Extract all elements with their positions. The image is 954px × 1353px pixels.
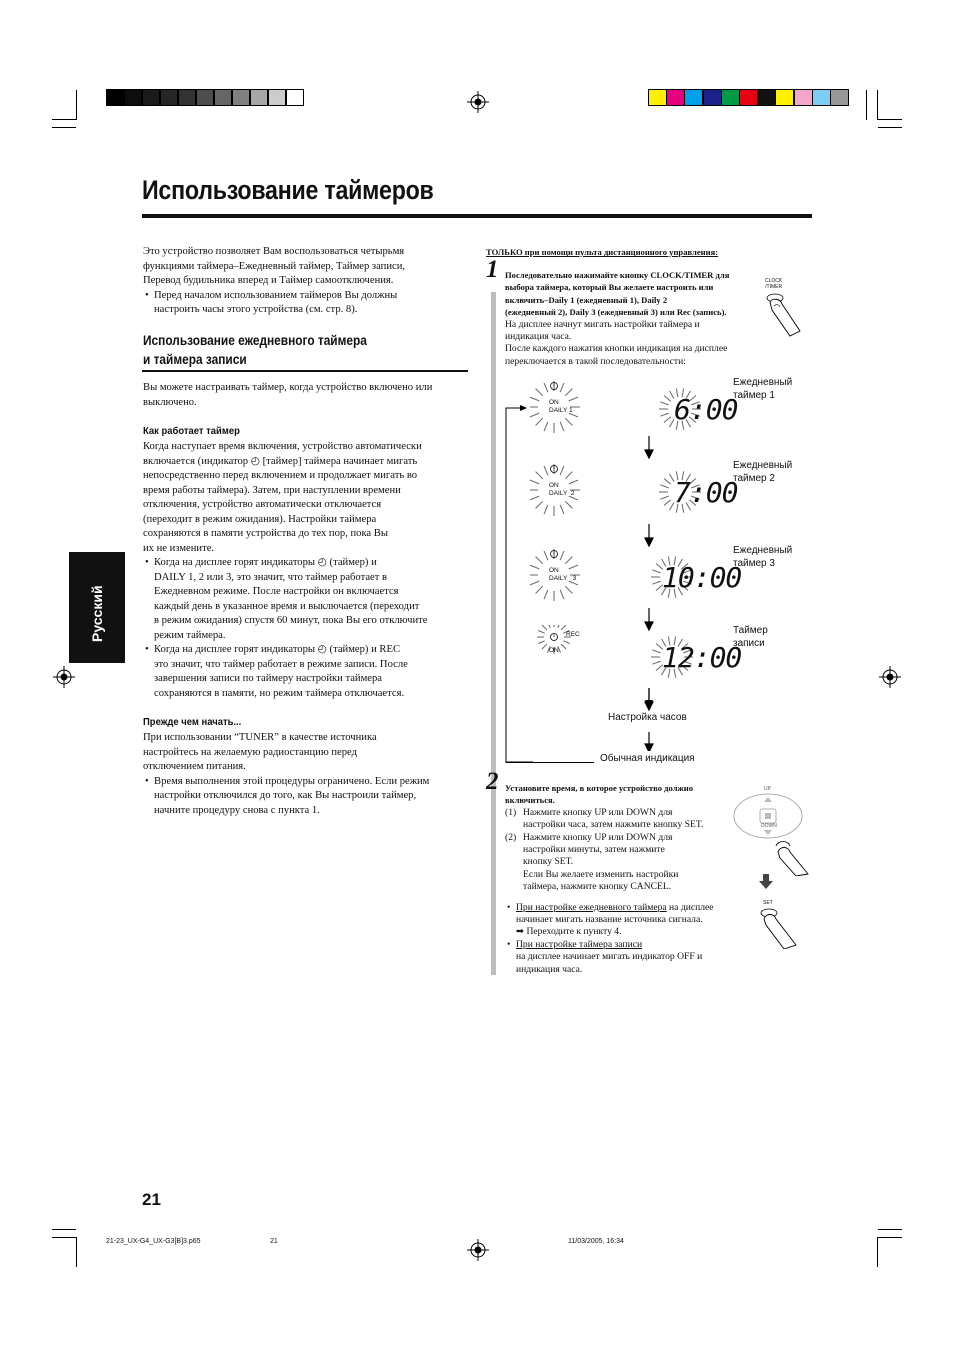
language-tab-label: Русский — [89, 585, 105, 642]
lcd-time: 7:00 — [674, 476, 738, 509]
arrow-before-clock — [642, 688, 656, 710]
step-2-item-1: (1) Нажмите кнопку UP или DOWN для настройки часа, затем нажмите кнопку SET. — [505, 806, 704, 831]
indicator-label: REC — [566, 631, 580, 638]
finger-press-icon — [760, 276, 808, 338]
timer-name-label: Ежедневный таймер 1 — [733, 377, 793, 401]
footer-page: 21 — [270, 1238, 278, 1245]
before-start-text: При использовании “TUNER” в качестве источника настройтесь на желаемую радиостанцию перед отключением питания. • Время выполнения этой процедуры ограничено. Если режим настройки отключился до того, как Вы настроили таймер, начните процедуру снова с пункта 1. — [143, 731, 473, 818]
registration-mark-top — [467, 91, 489, 113]
intro-bullet: • Перед началом использованием таймеров Вы должны настроить часы этого устройства (см. стр. 8). — [143, 289, 473, 318]
color-swatch — [757, 89, 776, 106]
remote-up-down-illustration: UP DOWN — [728, 784, 812, 876]
timer-indicator — [530, 545, 586, 605]
intro-line: функциями таймера–Ежедневный таймер, Таймер записи, — [143, 260, 406, 272]
indicator-label: DAILY 3 — [549, 575, 577, 582]
gray-swatch — [160, 89, 178, 106]
indicator-label: ON — [549, 647, 559, 654]
gray-swatch — [268, 89, 286, 106]
color-swatch — [830, 89, 849, 106]
footer-datetime: 11/03/2005, 16:34 — [568, 1238, 624, 1245]
rec-timer-note: • При настройке таймера записи на дисплее начинает мигать индикатор OFF и индикация часа. — [505, 939, 745, 976]
lcd-time-display — [650, 551, 740, 603]
timer-name-label: Таймер записи — [733, 625, 768, 649]
lcd-time: 12:00 — [662, 641, 742, 674]
color-swatch — [721, 89, 740, 106]
step-2-item-2: (2) Нажмите кнопку UP или DOWN для настройки минуты, затем нажмите кнопку SET. Если Вы желаете изменить настройки таймера, нажмите кнопку CANCEL. — [505, 831, 679, 893]
before-start-heading: Прежде чем начать... — [143, 716, 242, 728]
color-swatch — [794, 89, 813, 106]
step-1-number: 1 — [486, 256, 499, 283]
gray-swatch — [214, 89, 232, 106]
steps-side-bar — [491, 292, 496, 975]
gray-swatch — [142, 89, 160, 106]
intro-line: Перевод будильника вперед и Таймер самоотключения. — [143, 275, 394, 286]
section-heading: Использование ежедневного таймера и таймера записи — [143, 333, 367, 367]
step-1-text: Последовательно нажимайте кнопку CLOCK/TIMER для выбора таймера, который Вы желаете настроить или включить–Daily 1 (ежедневный 1), Daily 2 (ежедневный 2), Daily 3 (ежедневный 3) или Rec (запись). На дисплее начнут мигать настройки таймера и индикация часа. После каждого нажатия кнопки индикация на дисплее переключается в такой последовательности: — [505, 270, 730, 367]
thick-down-arrow-icon — [758, 874, 774, 890]
gray-swatch — [178, 89, 196, 106]
timer-indicator — [530, 460, 586, 520]
section-rule — [142, 370, 468, 372]
lcd-time-display — [650, 631, 740, 683]
section-intro: Вы можете настраивать таймер, когда устройство включено или выключено. — [143, 382, 433, 408]
timer-name-label: Ежедневный таймер 2 — [733, 460, 793, 484]
page-number: 21 — [142, 1190, 161, 1209]
color-swatch — [648, 89, 667, 106]
remote-cursor-pad-icon — [728, 784, 812, 876]
indicator-label: ON — [549, 399, 559, 406]
loop-return-line — [506, 762, 594, 763]
clock-setting-label: Настройка часов — [608, 712, 687, 723]
how-timer-works-heading: Как работает таймер — [143, 425, 240, 437]
color-swatch — [666, 89, 685, 106]
registration-mark-bottom — [467, 1239, 489, 1261]
indicator-label: ON — [549, 567, 559, 574]
arrow-right-icon: ➡ — [516, 926, 527, 938]
indicator-label: DAILY 1 — [549, 407, 573, 414]
color-swatch — [812, 89, 831, 106]
how-timer-works-text: Когда наступает время включения, устройство автоматически включается (индикатор ◴ [таймер] таймера начинает мигать непосредственно перед включением и продолжает мигать во время работы таймера). Затем, при наступлении времени отключения, устройство автоматически отключается (переходит в режим ожидания). Настройки таймера сохраняются в памяти устройства до тех пор, пока Вы их не измените. • Когда на дисплее горят индикаторы ◴ (таймер) и DAILY 1, 2 или 3, это значит, что таймер работает в Ежедневном режиме. После настройки он включается каждый день в указанное время и выключается (переходит в режим ожидания) спустя 60 минут, пока Вы его отключите режим таймера. • Когда на дисплее горят индикаторы ◴ (таймер) и REC это значит, что таймер работает в режиме записи. После завершения записи по таймеру настройки таймера сохраняются в памяти, но режим таймера отключается. — [143, 440, 473, 701]
language-side-tab — [69, 552, 125, 663]
daily-timer-note: • При настройке ежедневного таймера на дисплее начинает мигать название источника сигнала. ➡ Переходите к пункту 4. — [505, 902, 745, 939]
daily-mode-bullet: • Когда на дисплее горят индикаторы ◴ (таймер) и DAILY 1, 2 или 3, это значит, что таймер работает в Ежедневном режиме. После настройки он включается каждый день в указанное время и выключается (переходит в режим ожидания) спустя 60 минут, пока Вы его отключите режим таймера. — [143, 556, 473, 643]
indicator-label: DAILY 2 — [549, 490, 575, 497]
gray-swatch — [232, 89, 250, 106]
timer-name-label: Ежедневный таймер 3 — [733, 545, 793, 569]
registration-mark-left — [53, 666, 75, 688]
gray-swatch — [250, 89, 268, 106]
color-swatch — [775, 89, 794, 106]
clock-timer-label: CLOCK /TIMER — [765, 278, 783, 290]
lcd-time: 6:00 — [674, 393, 738, 426]
intro-paragraph — [143, 245, 473, 318]
gray-swatch — [106, 89, 124, 106]
page-title: Использование таймеров — [142, 175, 434, 205]
time-limit-bullet: • Время выполнения этой процедуры ограничено. Если режим настройки отключился до того, как Вы настроили таймер, начните процедуру снова с пункта 1. — [143, 775, 473, 819]
clock-timer-button-illustration — [760, 276, 808, 338]
timer-indicator — [530, 625, 586, 665]
gray-swatch — [286, 89, 304, 106]
gray-swatch — [196, 89, 214, 106]
color-swatch — [703, 89, 722, 106]
lcd-time: 10:00 — [662, 561, 742, 594]
step-2-number: 2 — [486, 768, 499, 795]
set-button-illustration: SET — [756, 897, 802, 949]
indicator-label: ON — [549, 482, 559, 489]
gray-swatch — [124, 89, 142, 106]
intro-line: Это устройство позволяет Вам воспользоваться четырьмя — [143, 246, 405, 257]
footer-file: 21-23_UX-G4_UX-G3[B]3.p65 — [106, 1238, 201, 1245]
normal-display-label: Обычная индикация — [600, 753, 695, 764]
title-rule — [142, 214, 812, 218]
step-2-text: Установите время, в которое устройство должно включиться. (1) Нажмите кнопку UP или DOWN для настройки часа, затем нажмите кнопку SET. (2) Нажмите кнопку UP или DOWN для настройки минуты, затем нажмите кнопку SET. Если Вы желаете изменить настройки таймера, нажмите кнопку CANCEL. • При настройке ежедневного таймера на дисплее начинает мигать название источника сигнала. ➡ Переходите к пункту 4. • При настройке таймера записи на дисплее начинает мигать индикатор OFF и индикация часа. — [505, 782, 745, 976]
finger-press-set-icon — [756, 897, 802, 949]
remote-only-heading: ТОЛЬКО при помощи пульта дистанционного управления: — [486, 247, 719, 257]
registration-mark-right — [879, 666, 901, 688]
color-swatch — [684, 89, 703, 106]
rec-mode-bullet: • Когда на дисплее горят индикаторы ◴ (таймер) и REC это значит, что таймер работает в режиме записи. После завершения записи по таймеру настройки таймера сохраняются в памяти, но режим таймера отключается. — [143, 643, 473, 701]
sequence-loop-line — [503, 400, 533, 765]
timer-indicator — [530, 377, 586, 437]
color-swatch — [739, 89, 758, 106]
